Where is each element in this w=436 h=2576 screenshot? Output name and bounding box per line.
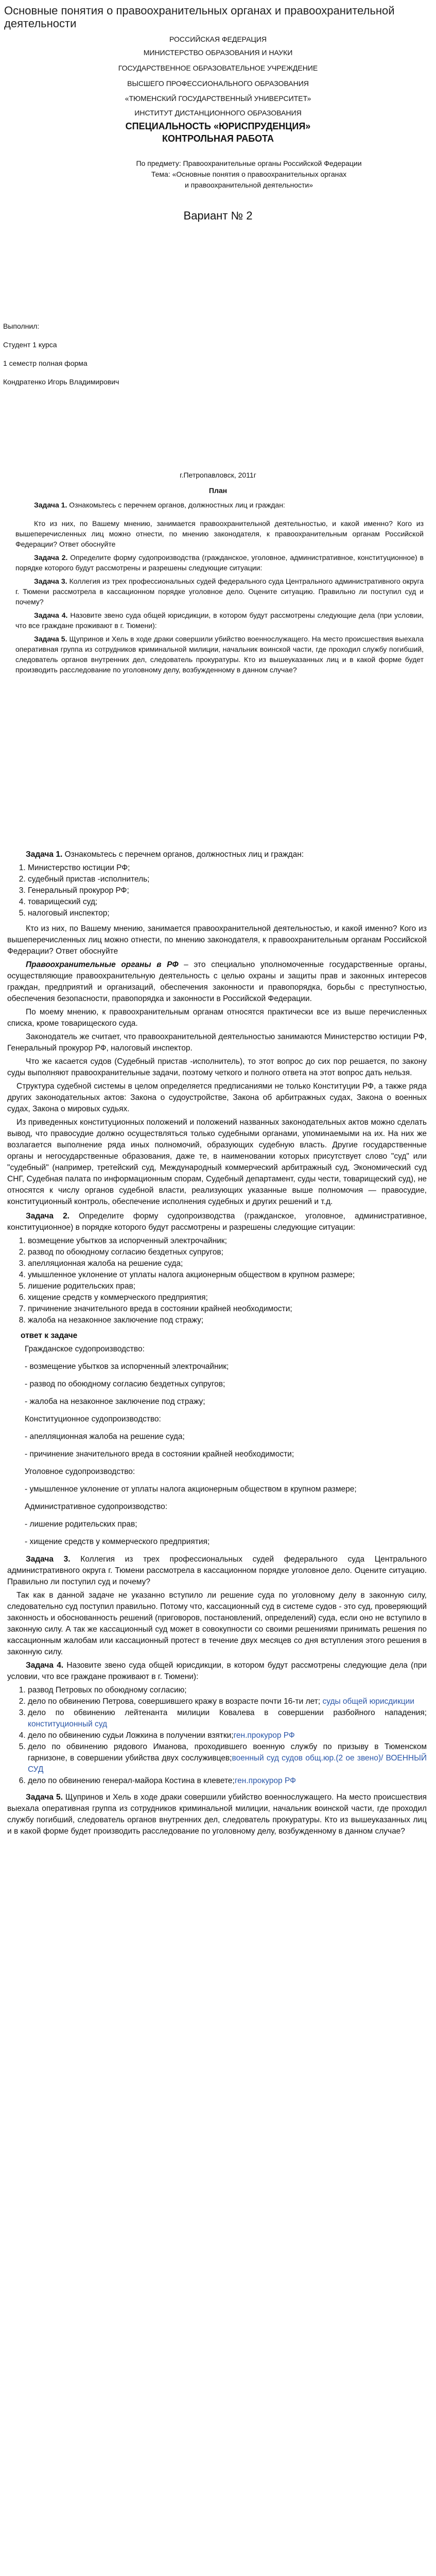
- list-item: 3. апелляционная жалоба на решение суда;: [28, 1258, 427, 1269]
- header-line: «ТЮМЕНСКИЙ ГОСУДАРСТВЕННЫЙ УНИВЕРСИТЕТ»: [125, 94, 311, 103]
- topic-line: Тема: «Основные понятия о правоохранительных органах: [151, 170, 347, 178]
- answer-line: - хищение средств у коммерческого предприятия;: [25, 1537, 210, 1546]
- list-item: 1. Министерство юстиции РФ;: [28, 862, 427, 874]
- answer-line: - апелляционная жалоба на решение суда;: [25, 1432, 185, 1441]
- answer-line: Административное судопроизводство:: [25, 1502, 168, 1511]
- plan-item: Задача 5. Щупринов и Хель в ходе драки совершили убийство военнослужащего. На место происшествия выехала оперативная группа из сотрудников криминальной милиции, начальник воинской части, где проходил службу погибший, следователь органов внутренних дел, следователь прокуратуры. Кто из вышеуказанных лиц и в какой форме будет производить расследование по уголовному делу, возбужденному в данном случае?: [15, 634, 424, 674]
- student-name: Кондратенко Игорь Владимирович: [3, 377, 119, 386]
- main-content: [0, 849, 436, 1837]
- subject: По предмету: Правоохранительные органы Российской Федерации: [136, 159, 362, 167]
- task-1-intro: Задача 1. Ознакомьтесь с перечнем органов, должностных лиц и граждан:: [26, 850, 304, 859]
- task-2-answers: [7, 1344, 427, 1548]
- paragraph: Структура судебной системы в целом определяется предписаниями не только Конституции РФ, а также ряда других законодательных актов: Закона о судоустройстве, Закона об арбитражных судах, Закона о военных судах, Закона о мировых судьях.: [7, 1081, 427, 1113]
- plan-item: Задача 3. Коллегия из трех профессиональных судей федерального суда Центрального административного округа г. Тюмени рассмотрела в кассационном порядке уголовное дело. Оцените ситуацию. Правильно ли поступил суд и почему?: [15, 577, 424, 606]
- task-2-list: [28, 1235, 427, 1326]
- plan-heading: План: [208, 486, 228, 495]
- answer-line: - причинение значительного вреда в состоянии крайней необходимости;: [25, 1449, 294, 1459]
- header-line: МИНИСТЕРСТВО ОБРАЗОВАНИЯ И НАУКИ: [143, 48, 293, 57]
- list-item: 5. дело по обвинению рядового Иманова, проходившего военную службу по призыву в Тюменском гарнизоне, в совершении убийства двух сослуживцев;военный суд судов общ.юр.(2 ое звено)/ ВОЕННЫЙ СУД: [28, 1741, 427, 1775]
- semester: 1 семестр полная форма: [3, 359, 88, 367]
- list-item: 6. дело по обвинению генерал-майора Костина в клевете;ген.прокурор РФ: [28, 1775, 427, 1787]
- topic-line: и правоохранительной деятельности»: [184, 180, 313, 189]
- subject-block: [0, 158, 436, 191]
- task-2-answer-title: ответ к задаче: [21, 1331, 78, 1340]
- header-line: ВЫСШЕГО ПРОФЕССИОНАЛЬНОГО ОБРАЗОВАНИЯ: [127, 79, 309, 88]
- work-type: КОНТРОЛЬНАЯ РАБОТА: [162, 133, 274, 144]
- author-block: [0, 320, 436, 387]
- task-5-intro: Задача 5. Щупринов и Хель в ходе драки совершили убийство военнослужащего. На место происшествия выехала оперативная группа из сотрудников криминальной милиции, начальник воинской части, где проходил службу погибший, следователь органов внутренних дел, следователь прокуратуры. Кто из вышеуказанных лиц и в какой форме будет производить расследование по уголовному делу, возбужденному в данном случае?: [7, 1792, 427, 1836]
- task-2-intro: Задача 2. Определите форму судопроизводства (гражданское, уголовное, административное, конституционное) в порядке которого будут рассмотрены и разрешены следующие ситуации:: [7, 1211, 427, 1232]
- list-item: 2. судебный пристав -исполнитель;: [28, 874, 427, 885]
- page-title: Основные понятия о правоохранительных органах и правоохранительной деятельности: [4, 4, 395, 30]
- task-4-list: [28, 1685, 427, 1787]
- header-line: ИНСТИТУТ ДИСТАНЦИОННОГО ОБРАЗОВАНИЯ: [134, 108, 302, 117]
- header-line: ГОСУДАРСТВЕННОЕ ОБРАЗОВАТЕЛЬНОЕ УЧРЕЖДЕНИЕ: [118, 63, 318, 72]
- plan-item: Задача 1. Ознакомьтесь с перечнем органов, должностных лиц и граждан:: [34, 500, 285, 509]
- plan-item: Кто из них, по Вашему мнению, занимается правоохранительной деятельностью, и какой именно? Кого из вышеперечисленных лиц можно отнести, по мнению законодателя, к правоохранительным органам Российской Федерации? Ответ обоснуйте: [15, 519, 424, 548]
- plan-list: [0, 500, 436, 675]
- performed-label: Выполнил:: [3, 321, 40, 330]
- answer-line: Гражданское судопроизводство:: [25, 1344, 145, 1353]
- plan-item: Задача 4. Назовите звено суда общей юрисдикции, в котором будут рассмотрены следующие дела (при условии, что все граждане проживают в г. Тюмени):: [15, 611, 424, 630]
- paragraph: Что же касается судов (Судебный пристав -исполнитель), то этот вопрос до сих пор решается, по закону суды выполняют правоохранительные задачи, поэтому четкого и полного ответа на этот вопрос дать нельзя.: [7, 1057, 427, 1077]
- answer-line: - лишение родительских прав;: [25, 1519, 137, 1529]
- list-item: 4. товарищеский суд;: [28, 896, 427, 908]
- list-item: 1. развод Петровых по обоюдному согласию;: [28, 1685, 427, 1696]
- list-item: 7. причинение значительного вреда в состоянии крайней необходимости;: [28, 1303, 427, 1315]
- answer-line: Конституционное судопроизводство:: [25, 1414, 161, 1423]
- task-1-question: Кто из них, по Вашему мнению, занимается правоохранительной деятельностью, и какой именно? Кого из вышеперечисленных лиц можно отнести, по мнению законодателя, к правоохранительным органам Российской Федерации? Ответ обоснуйте: [7, 924, 427, 956]
- answer-line: - возмещение убытков за испорченный электрочайник;: [25, 1362, 229, 1371]
- list-item: 4. дело по обвинению судьи Ложкина в получении взятки;ген.прокурор РФ: [28, 1730, 427, 1741]
- paragraph: По моему мнению, к правоохранительным органам относятся практически все из выше перечисленных списка, кроме товарищеского суда.: [7, 1007, 427, 1028]
- task-4-intro: Задача 4. Назовите звено суда общей юрисдикции, в котором будут рассмотрены следующие дела (при условии, что все граждане проживают в г. Тюмени):: [7, 1660, 427, 1681]
- paragraph: Из приведенных конституционных положений и положений названных законодательных актов можно сделать вывод, что правосудие должно осуществляться только судебными органами, упоминаемыми на их. На них же возлагается выполнение ряда иных полномочий, образующих судебную власть. Другие государственные органы и негосударственные образования, даже те, в наименовании которых присутствует слово "суд" или "судебный" (например, третейский суд, Международный коммерческий арбитражный суд, Экономический суд СНГ, Судебная палата по информационным спорам, Судебный департамент, суды чести, товарищеский суд), не относятся к числу органов судебной власти, реализующих указанные выше полномочия — правосудие, конституционный контроль, обеспечение исполнения судебных и других решений и т.д.: [7, 1117, 427, 1206]
- variant: Вариант № 2: [183, 209, 253, 222]
- header-line: РОССИЙСКАЯ ФЕДЕРАЦИЯ: [169, 35, 267, 43]
- answer-line: - умышленное уклонение от уплаты налога акционерным обществом в крупном размере;: [25, 1484, 357, 1494]
- list-item: 3. дело по обвинению лейтенанта милиции Ковалева в совершении разбойного нападения; конституционный суд: [28, 1707, 427, 1730]
- task-3-answer: Так как в данной задаче не указанно вступило ли решение суда по уголовному делу в законную силу, следовательно суд поступил правильно. Потому что, кассационный суд в системе судов - это суд, проверяющий законность и обоснованность решений (приговоров, постановлений, определений) суда, если оно не вступило в законную силу. А так же кассационный суд может в совокупности со своими решениями принимать решения по кассационным жалобам или кассационный протест в течение двух месяцев со дня вступления этого решения в законную силу.: [7, 1590, 427, 1656]
- list-item: 5. лишение родительских прав;: [28, 1281, 427, 1292]
- title-page-header: [0, 33, 436, 145]
- specialty: СПЕЦИАЛЬНОСТЬ «ЮРИСПРУДЕНЦИЯ»: [125, 121, 311, 131]
- list-item: 4. умышленное уклонение от уплаты налога акционерным обществом в крупном размере;: [28, 1269, 427, 1281]
- list-item: 6. хищение средств у коммерческого предприятия;: [28, 1292, 427, 1303]
- city-year: г.Петропавловск, 2011г: [180, 470, 256, 479]
- plan-item: Задача 2. Определите форму судопроизводства (гражданское, уголовное, административное, конституционное) в порядке которого будут рассмотрены и разрешены следующие ситуации:: [15, 553, 424, 572]
- list-item: 2. развод по обоюдному согласию бездетных супругов;: [28, 1247, 427, 1258]
- list-item: 3. Генеральный прокурор РФ;: [28, 885, 427, 896]
- list-item: 5. налоговый инспектор;: [28, 908, 427, 919]
- list-item: 1. возмещение убытков за испорченный электрочайник;: [28, 1235, 427, 1247]
- task-3-intro: Задача 3. Коллегия из трех профессиональных судей федерального суда Центрального административного округа г. Тюмени рассмотрела в кассационном порядке уголовное дело. Оцените ситуацию. Правильно ли поступил суд и почему?: [7, 1554, 427, 1586]
- list-item: 2. дело по обвинению Петрова, совершившего кражу в возрасте почти 16-ти лет; суды общей юрисдикции: [28, 1696, 427, 1707]
- paragraph: Законодатель же считает, что правоохранительной деятельностью занимаются Министерство юстиции РФ, Генеральный прокурор РФ, налоговый инспектор.: [7, 1032, 427, 1053]
- task-1-list: [28, 862, 427, 919]
- answer-line: - развод по обоюдному согласию бездетных супругов;: [25, 1379, 225, 1388]
- student-course: Студент 1 курса: [3, 340, 57, 349]
- task-1-definition: Правоохранительные органы в РФ – это специально уполномоченные государственные органы, осуществляющие правоохранительную деятельность с целью охраны и защиты прав и законных интересов граждан, предприятий и организаций, обеспечения законности и правопорядка, борьбы с преступностью, обеспечения безопасности, правопорядка и законности в Российской Федерации.: [7, 960, 427, 1003]
- list-item: 8. жалоба на незаконное заключение под стражу;: [28, 1315, 427, 1326]
- answer-line: - жалоба на незаконное заключение под стражу;: [25, 1397, 205, 1406]
- answer-line: Уголовное судопроизводство:: [25, 1467, 135, 1476]
